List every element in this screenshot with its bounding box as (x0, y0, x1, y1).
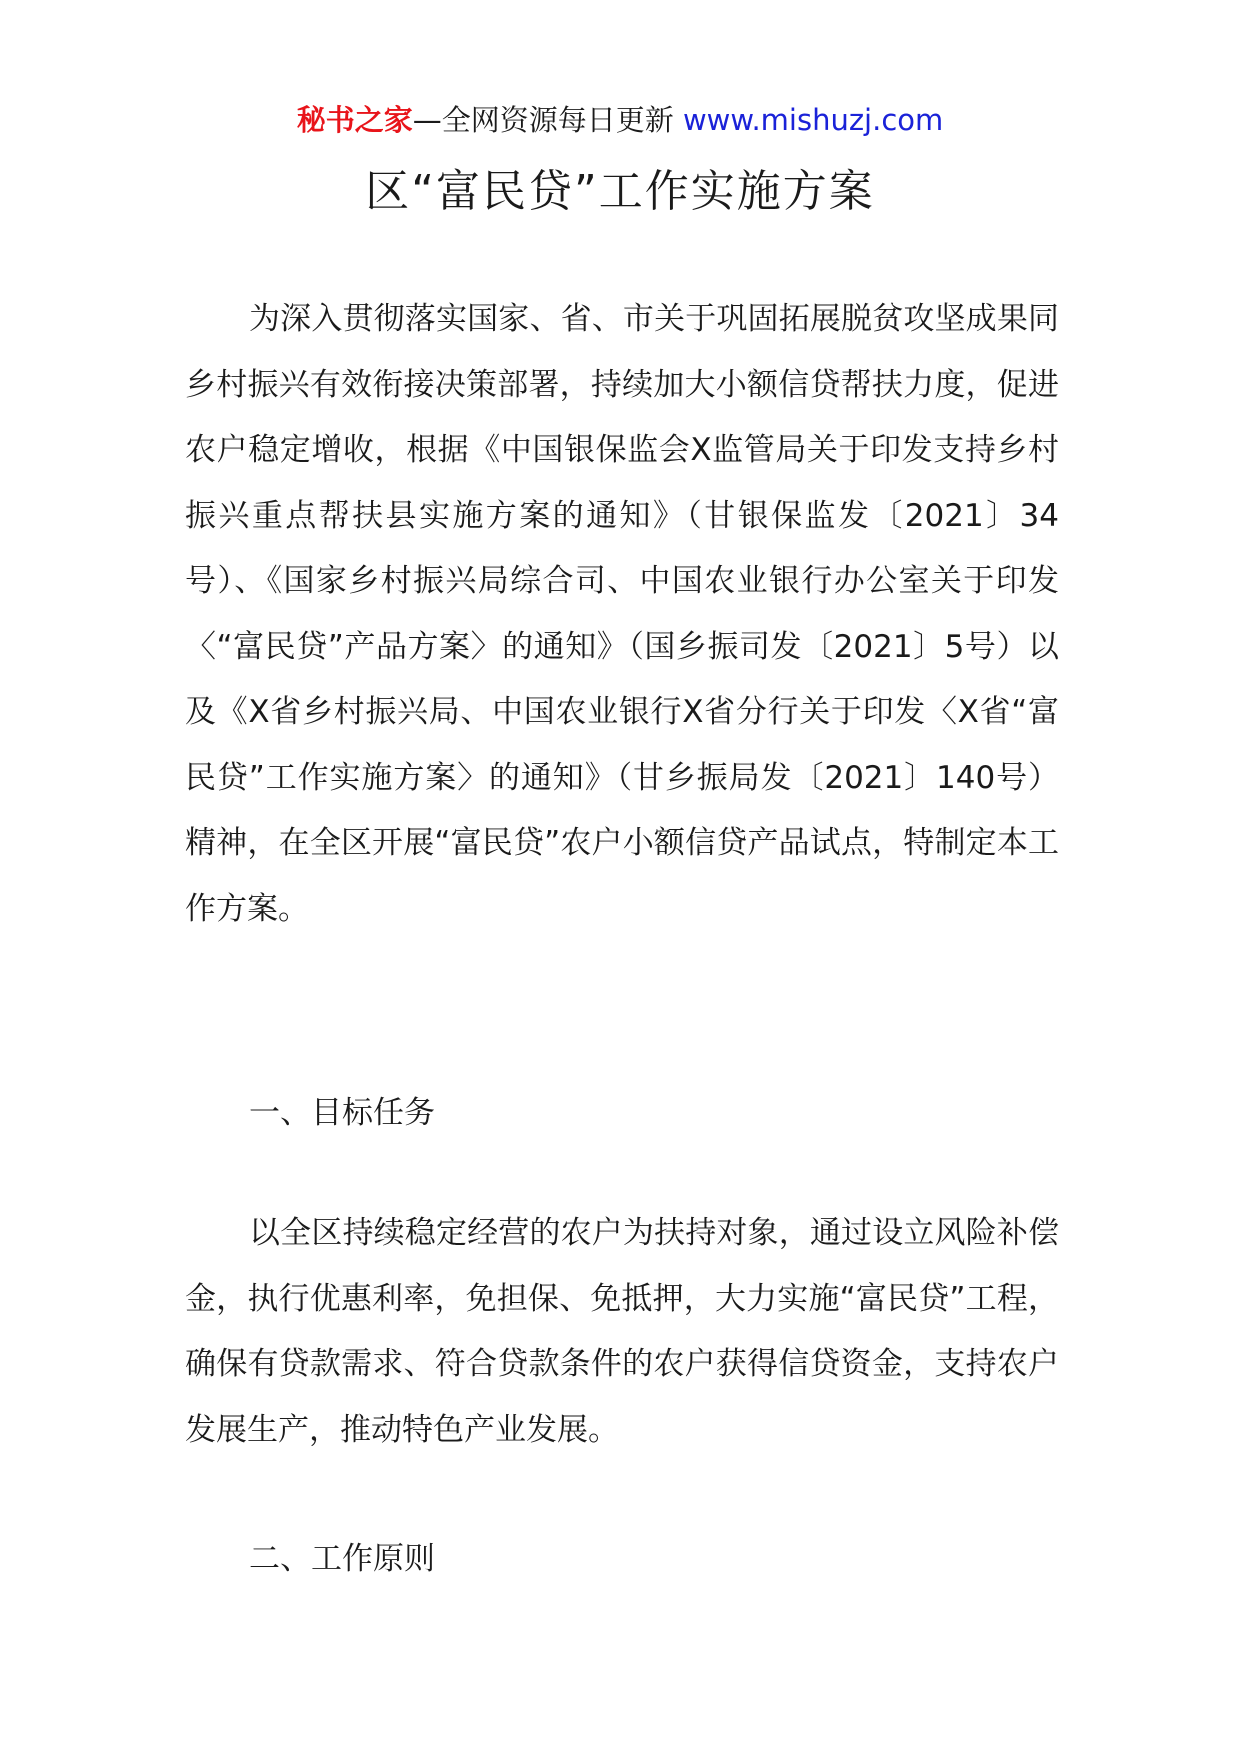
intro-paragraph: 为深入贯彻落实国家、省、市关于巩固拓展脱贫攻坚成果同乡村振兴有效衔接决策部署，持续加大小额信贷帮扶力度，促进农户稳定增收，根据《中国银保监会X监管局关于印发支持乡村振兴重点帮扶县实施方案的通知》（甘银保监发〔2021〕34号）、《国家乡村振兴局综合司、中国农业银行办公室关于印发〈“富民贷”产品方案〉的通知》（国乡振司发〔2021〕5号）以及《X省乡村振兴局、中国农业银行X省分行关于印发〈X省“富民贷”工作实施方案〉的通知》（甘乡振局发〔2021〕140号）精神，在全区开展“富民贷”农户小额信贷产品试点，特制定本工作方案。 (185, 301, 1059, 927)
goals-paragraph: 以全区持续稳定经营的农户为扶持对象，通过设立风险补偿金，执行优惠利率，免担保、免抵押，大力实施“富民贷”工程，确保有贷款需求、符合贷款条件的农户获得信贷资金，支持农户发展生产，推动特色产业发展。 (185, 1215, 1059, 1448)
brand-name: 秘书之家 (296, 103, 413, 137)
document-title: 区“富民贷”工作实施方案 (365, 166, 875, 217)
site-url-link[interactable]: www.mishuzj.com (682, 103, 944, 137)
header-tagline: —全网资源每日更新 (412, 103, 674, 137)
section-heading-goals: 一、目标任务 (249, 1095, 435, 1131)
section-heading-principles: 二、工作原则 (249, 1541, 435, 1577)
site-header (0, 100, 1240, 140)
